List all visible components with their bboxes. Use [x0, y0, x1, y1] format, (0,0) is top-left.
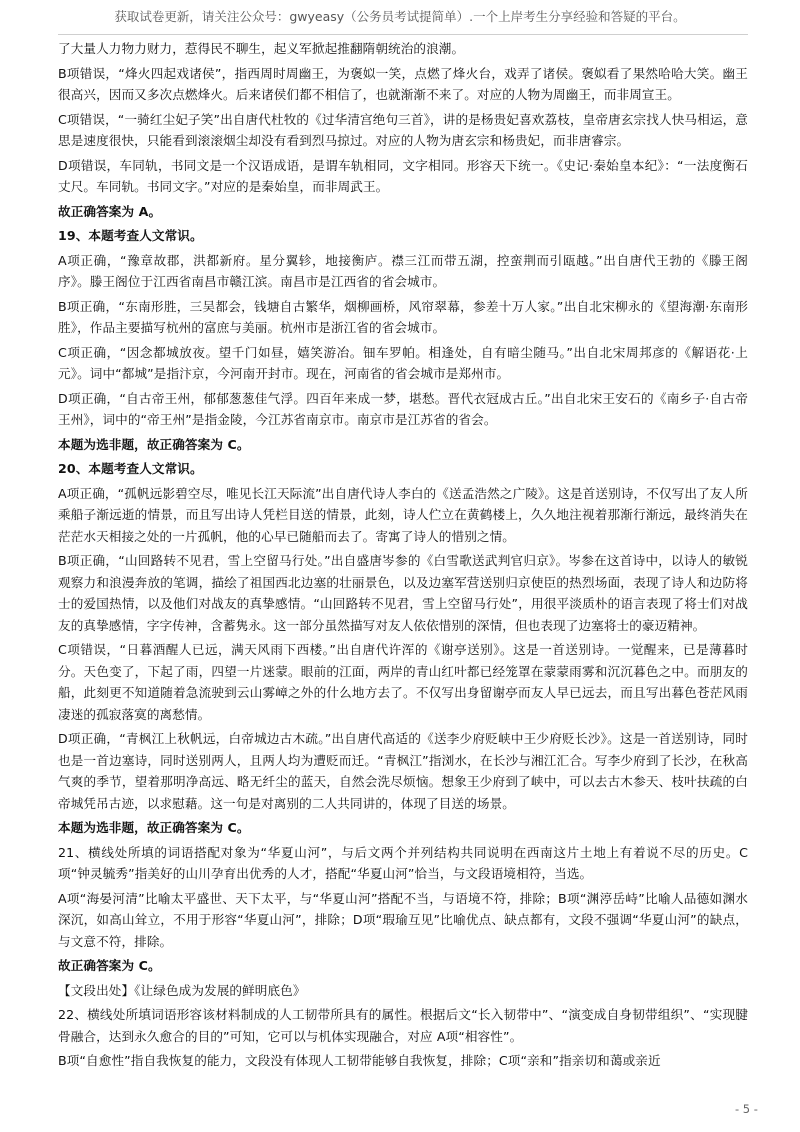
paragraph: C项错误，“一骑红尘妃子笑”出自唐代杜牧的《过华清宫绝句三首》，讲的是杨贵妃喜欢荔枝，皇帝唐玄宗找人快马相运，意思是速度很快，只能看到滚滚烟尘却没有看到烈马掠过。对应的人物为唐玄宗和杨贵妃，而非唐睿宗。: [58, 111, 748, 148]
paragraph: 21、横线处所填的词语搭配对象为“华夏山河”，与后文两个并列结构共同说明在西南这片土地上有着说不尽的历史。C项“钟灵毓秀”指美好的山川孕育出优秀的人才，搭配“华夏山河”恰当，与文段语境相符，当选。: [58, 844, 748, 881]
paragraph: A项正确，“孤帆远影碧空尽，唯见长江天际流”出自唐代诗人李白的《送孟浩然之广陵》。这是首送别诗，不仅写出了友人所乘船子渐远逝的情景，而且写出诗人凭栏目送的情景，此刻，诗人伫立在黄鹤楼上，久久地注视着那渐行渐远，最终消失在茫茫水天相接之处的一片孤帆，他的心早已随船而去了。寄寓了诗人的惜别之情。: [58, 485, 748, 544]
document-body: [58, 38, 748, 1075]
paragraph: 22、横线处所填词语形容该材料制成的人工韧带所具有的属性。根据后文“长入韧带中”、“演变成自身韧带组织”、“实现腱骨融合，达到永久愈合的目的”可知，它可以与机体实现融合，对应 A项“相容性”。: [58, 1007, 748, 1044]
question-heading: 20、本题考查人文常识。: [58, 461, 203, 476]
paragraph: B项“自愈性”指自我恢复的能力，文段没有体现人工韧带能够自我恢复，排除；C项“亲和”指亲切和蔼或亲近: [58, 1053, 661, 1068]
answer-line: 故正确答案为 A。: [58, 203, 162, 219]
question-heading: 19、本题考查人文常识。: [58, 228, 203, 243]
paragraph: B项正确，“山回路转不见君，雪上空留马行处。”出自盛唐岑参的《白雪歌送武判官归京》。岑参在这首诗中，以诗人的敏锐观察力和浪漫奔放的笔调，描绘了祖国西北边塞的壮丽景色，以及边塞军营送别归京使臣的热烈场面，表现了诗人和边防将士的爱国热情，以及他们对战友的真挚感情。“山回路转不见君，雪上空留马行处”，用很平淡质朴的语言表现了将士们对战友的真挚感情，字字传神，含蓄隽永。这一部分虽然描写对友人依依惜别的深情，但也表现了边塞将士的豪迈精神。: [58, 553, 748, 633]
header-divider: [58, 34, 748, 35]
answer-line: 故正确答案为 C。: [58, 958, 161, 973]
paragraph: B项错误，“烽火四起戏诸侯”，指西周时周幽王，为褒姒一笑，点燃了烽火台，戏弄了诸侯。褒姒看了果然哈哈大笑。幽王很高兴，因而又多次点燃烽火。后来诸侯们都不相信了，也就渐渐不来了。对应的人物为周幽王，而非周宣王。: [58, 65, 748, 102]
answer-line: 本题为选非题，故正确答案为 C。: [58, 820, 250, 835]
paragraph: B项正确，“东南形胜，三吴都会，钱塘自古繁华，烟柳画桥，风帘翠幕，参差十万人家。”出自北宋柳永的《望海潮·东南形胜》，作品主要描写杭州的富庶与美丽。杭州市是浙江省的省会城市。: [58, 298, 748, 335]
paragraph: D项错误，车同轨，书同文是一个汉语成语，是谓车轨相同，文字相同。形容天下统一。《史记·秦始皇本纪》：“一法度衡石丈尺。车同轨。书同文字。”对应的是秦始皇，而非周武王。: [58, 157, 748, 194]
paragraph: C项正确，“因念都城放夜。望千门如昼，嬉笑游冶。钿车罗帕。相逢处，自有暗尘随马。”出自北宋周邦彦的《解语花·上元》。词中“都城”是指汴京，今河南开封市。现在，河南省的省会城市是郑州市。: [58, 344, 748, 381]
paragraph: A项正确，“豫章故郡，洪都新府。星分翼轸，地接衡庐。襟三江而带五湖，控蛮荆而引瓯越。”出自唐代王勃的《滕王阁序》。滕王阁位于江西省南昌市赣江滨。南昌市是江西省的省会城市。: [58, 252, 748, 289]
page-number: - 5 -: [735, 1102, 758, 1116]
paragraph: 了大量人力物力财力，惹得民不聊生，起义军掀起推翻隋朝统治的浪潮。: [58, 41, 465, 56]
paragraph: C项错误，“日暮酒醒人已远，满天风雨下西楼。”出自唐代许浑的《谢亭送别》。这是一首送别诗。一觉醒来，已是薄暮时分。天色变了，下起了雨，四望一片迷蒙。眼前的江面，两岸的青山红叶都已经笼罩在蒙蒙雨雾和沉沉暮色之中。而朋友的船，此刻更不知道随着急流驶到云山雾嶂之外的什么地方去了。不仅写出身留谢亭而友人早已远去，而且写出暮色苍茫风雨凄迷的孤寂落寞的离愁情。: [58, 642, 748, 722]
source-citation: 【文段出处】《让绿色成为发展的鲜明底色》: [58, 982, 306, 998]
paragraph: D项正确，“自古帝王州，郁郁葱葱佳气浮。四百年来成一梦，堪愁。晋代衣冠成古丘。”出自北宋王安石的《南乡子·自古帝王州》，词中的“帝王州”是指金陵，今江苏省南京市。南京市是江苏省的省会。: [58, 390, 748, 427]
page-header-banner: 获取试卷更新，请关注公众号：gwyeasy（公务员考试提简单）.一个上岸考生分享经验和答疑的平台。: [114, 9, 686, 24]
paragraph: A项“海晏河清”比喻太平盛世、天下太平，与“华夏山河”搭配不当，与语境不符，排除；B项“渊渟岳峙”比喻人品德如渊水深沉，如高山耸立，不用于形容“华夏山河”，排除；D项“瑕瑜互见”比喻优点、缺点都有，文段不强调“华夏山河”的缺点，与文意不符，排除。: [58, 890, 748, 949]
paragraph: D项正确，“青枫江上秋帆远，白帝城边古木疏。”出自唐代高适的《送李少府贬峡中王少府贬长沙》。这是一首送别诗，同时也是一首边塞诗，同时送别两人，且两人均为遭贬而迁。“青枫江”指浏水，在长沙与湘江汇合。写李少府到了长沙，在秋高气爽的季节，望着那明净高远、略无纤尘的蓝天，自然会洗尽烦恼。想象王少府到了峡中，可以去古木参天、枝叶扶疏的白帝城凭吊古迹，以求慰藉。这一句是对离别的二人共同讲的，体现了目送的场景。: [58, 731, 748, 811]
answer-line: 本题为选非题，故正确答案为 C。: [58, 436, 250, 452]
